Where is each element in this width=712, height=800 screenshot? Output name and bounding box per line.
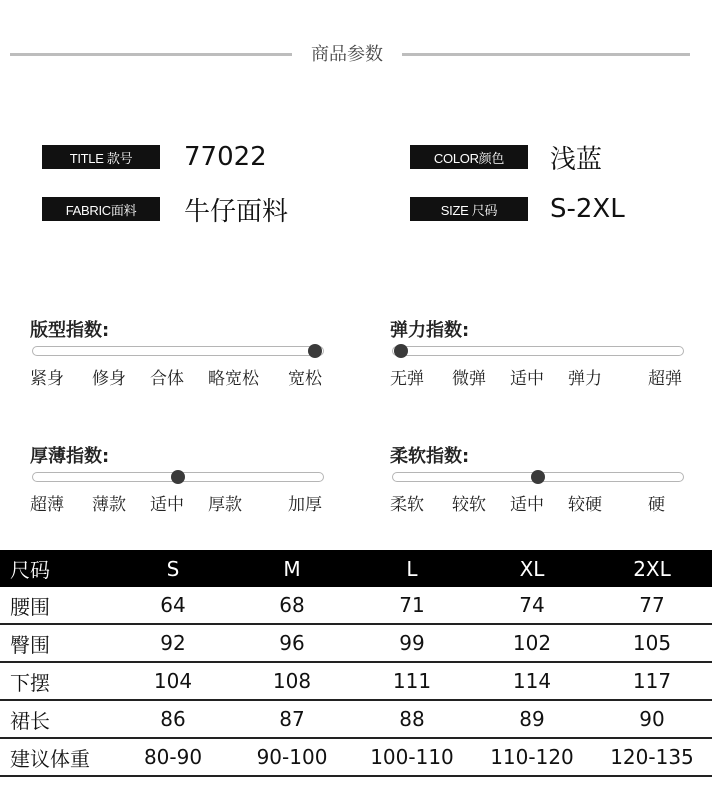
spec-color: [410, 142, 603, 175]
scale-option: 超弹: [648, 369, 682, 389]
table-cell: 100-110: [352, 738, 472, 776]
size-value: S-2XL: [550, 194, 625, 224]
header-cell: XL: [472, 550, 592, 587]
scale-option: 薄款: [92, 495, 126, 515]
softness-scale-knob: [531, 470, 545, 484]
row-label: 腰围: [0, 587, 114, 624]
size-table: [0, 550, 712, 777]
scale-option: 超薄: [30, 495, 64, 515]
softness-scale-label: 柔软指数:: [390, 446, 470, 467]
table-cell: 80-90: [114, 738, 232, 776]
size-tag: SIZE 尺码: [410, 197, 528, 221]
scale-option: 紧身: [30, 369, 64, 389]
table-cell: 99: [352, 624, 472, 662]
table-cell: 90: [592, 700, 712, 738]
fit-scale-track: [32, 346, 324, 356]
divider-left: [10, 53, 292, 56]
row-label: 裙长: [0, 700, 114, 738]
row-label: 下摆: [0, 662, 114, 700]
table-row: [0, 738, 712, 776]
table-row: [0, 624, 712, 662]
scale-option: 适中: [510, 495, 544, 515]
fit-scale-label: 版型指数:: [30, 320, 110, 341]
header-cell: L: [352, 550, 472, 587]
title-tag: TITLE 款号: [42, 145, 160, 169]
spec-title: [42, 142, 267, 172]
scale-option: 适中: [150, 495, 184, 515]
scale-option: 适中: [510, 369, 544, 389]
section-title: 商品参数: [311, 44, 383, 65]
table-cell: 114: [472, 662, 592, 700]
color-value: 浅蓝: [550, 144, 603, 175]
scale-option: 修身: [92, 369, 126, 389]
color-tag: COLOR颜色: [410, 145, 528, 169]
scale-option: 宽松: [288, 369, 322, 389]
row-label: 建议体重: [0, 738, 114, 776]
scale-option: 加厚: [288, 495, 322, 515]
table-cell: 96: [232, 624, 352, 662]
table-cell: 108: [232, 662, 352, 700]
stretch-scale: [390, 316, 686, 389]
table-cell: 120-135: [592, 738, 712, 776]
table-cell: 88: [352, 700, 472, 738]
stretch-scale-options: [390, 364, 686, 390]
table-cell: 105: [592, 624, 712, 662]
divider-right: [402, 53, 690, 56]
scale-option: 微弹: [452, 369, 486, 389]
table-cell: 102: [472, 624, 592, 662]
scale-option: 略宽松: [208, 369, 259, 389]
scale-option: 硬: [648, 495, 665, 515]
softness-scale: [390, 442, 686, 515]
fit-scale: [30, 316, 326, 389]
thickness-scale-options: [30, 490, 326, 516]
table-cell: 71: [352, 587, 472, 624]
header-cell: 尺码: [0, 550, 114, 587]
row-label: 臀围: [0, 624, 114, 662]
header-cell: 2XL: [592, 550, 712, 587]
thickness-scale-label: 厚薄指数:: [30, 446, 110, 467]
stretch-scale-track: [392, 346, 684, 356]
fabric-value: 牛仔面料: [184, 196, 289, 227]
stretch-scale-label: 弹力指数:: [390, 320, 470, 341]
table-cell: 77: [592, 587, 712, 624]
section-header: [0, 32, 712, 76]
table-cell: 90-100: [232, 738, 352, 776]
fit-scale-knob: [308, 344, 322, 358]
scale-option: 厚款: [208, 495, 242, 515]
thickness-scale-knob: [171, 470, 185, 484]
table-cell: 74: [472, 587, 592, 624]
table-cell: 117: [592, 662, 712, 700]
table-cell: 87: [232, 700, 352, 738]
table-cell: 89: [472, 700, 592, 738]
stretch-scale-knob: [394, 344, 408, 358]
table-cell: 104: [114, 662, 232, 700]
table-cell: 110-120: [472, 738, 592, 776]
table-row: [0, 662, 712, 700]
header-cell: M: [232, 550, 352, 587]
fabric-tag: FABRIC面料: [42, 197, 160, 221]
scale-option: 合体: [150, 369, 184, 389]
scale-option: 无弹: [390, 369, 424, 389]
table-row: [0, 700, 712, 738]
table-cell: 92: [114, 624, 232, 662]
table-cell: 111: [352, 662, 472, 700]
spec-fabric: [42, 194, 289, 227]
table-cell: 86: [114, 700, 232, 738]
table-cell: 64: [114, 587, 232, 624]
scale-option: 较硬: [568, 495, 602, 515]
scale-option: 弹力: [568, 369, 602, 389]
softness-scale-options: [390, 490, 686, 516]
scale-option: 柔软: [390, 495, 424, 515]
scale-option: 较软: [452, 495, 486, 515]
spec-size: [410, 194, 625, 224]
table-row: [0, 587, 712, 624]
header-cell: S: [114, 550, 232, 587]
fit-scale-options: [30, 364, 326, 390]
thickness-scale: [30, 442, 326, 515]
table-cell: 68: [232, 587, 352, 624]
size-table-header-row: [0, 550, 712, 587]
title-value: 77022: [184, 142, 267, 172]
